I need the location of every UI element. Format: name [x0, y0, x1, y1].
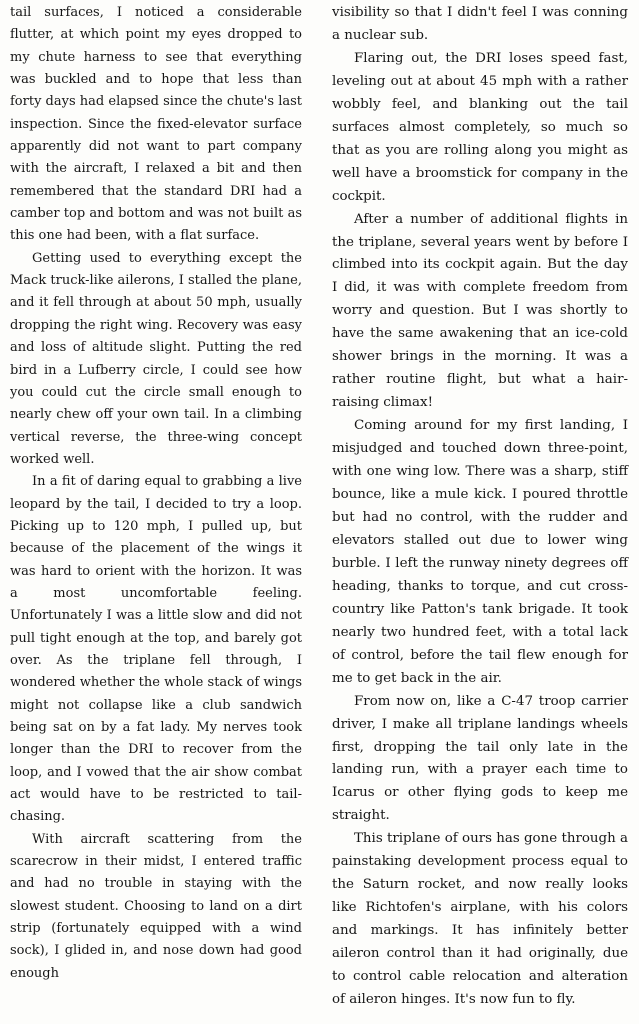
paragraph: visibility so that I didn't feel I was conning a nuclear sub. — [332, 5, 628, 43]
paragraph: From now on, like a C-47 troop carrier driver, I make all triplane landings wheels first, dropping the tail only late in the landing run, with a prayer each time to Icarus or other flying gods to keep me straight. — [332, 693, 628, 824]
paragraph: Flaring out, the DRI loses speed fast, leveling out at about 45 mph with a rather wobbly feel, and blanking out the tail surfaces almost completely, so much so that as you are rolling along you might as well have a broomstick for company in the cockpit. — [332, 50, 628, 204]
paragraph: tail surfaces, I noticed a considerable flutter, at which point my eyes dropped to my chute harness to see that everything was buckled and to hope that less than forty days had elapsed since the chute's last inspection. Since the fixed-elevator surface apparently did not want to part company with the aircraft, I relaxed a bit and then remembered that the standard DRI had a camber top and bottom and was not built as this one had been, with a flat surface. — [10, 5, 302, 244]
paragraph: With aircraft scattering from the scarecrow in their midst, I entered traffic and had no trouble in staying with the slowest student. Choosing to land on a dirt strip (fortunately equipped with a wind sock), I glided in, and nose down had good enough — [10, 831, 302, 981]
paragraph: Getting used to everything except the Mack truck-like ailerons, I stalled the plane, and it fell through at about 50 mph, usually dropping the right wing. Recovery was easy and loss of altitude slight. Putting the red bird in a Lufberry circle, I could see how you could cut the circle small enough to nearly chew off your own tail. In a climbing vertical reverse, the three-wing concept worked well. — [10, 250, 302, 467]
left-column — [10, 2, 302, 985]
paragraph: In a fit of daring equal to grabbing a live leopard by the tail, I decided to try a loop. Picking up to 120 mph, I pulled up, but because of the placement of the wings it was hard to orient with the horizon. It was a most uncomfortable feeling. Unfortunately I was a little slow and did not pull tight enough at the top, and barely got over. As the triplane fell through, I wondered whether the whole stack of wings might not collapse like a club sandwich being sat on by a fat lady. My nerves took longer than the DRI to recover from the loop, and I vowed that the air show combat act would have to be restricted to tail-chasing. — [10, 474, 302, 825]
paragraph: This triplane of ours has gone through a painstaking development process equal to the Saturn rocket, and now really looks like Richtofen's airplane, with his colors and markings. It has infinitely better aileron control than it had originally, due to control cable relocation and alteration of aileron hinges. It's now fun to fly. — [332, 831, 628, 1007]
paragraph: After a number of additional flights in the triplane, several years went by before I climbed into its cockpit again. But the day I did, it was with complete freedom from worry and question. But I was shortly to have the same awakening that an ice-cold shower brings in the morning. It was a rather routine flight, but what a hair-raising climax! — [332, 211, 628, 411]
paragraph: Coming around for my first landing, I misjudged and touched down three-point, with one wing low. There was a sharp, stiff bounce, like a mule kick. I poured throttle but had no control, with the rudder and elevators stalled out due to lower wing burble. I left the runway ninety degrees off heading, thanks to torque, and cut cross-country like Patton's tank brigade. It took nearly two hundred feet, with a total lack of control, before the tail flew enough for me to get back in the air. — [332, 418, 628, 686]
right-column — [332, 2, 628, 1012]
